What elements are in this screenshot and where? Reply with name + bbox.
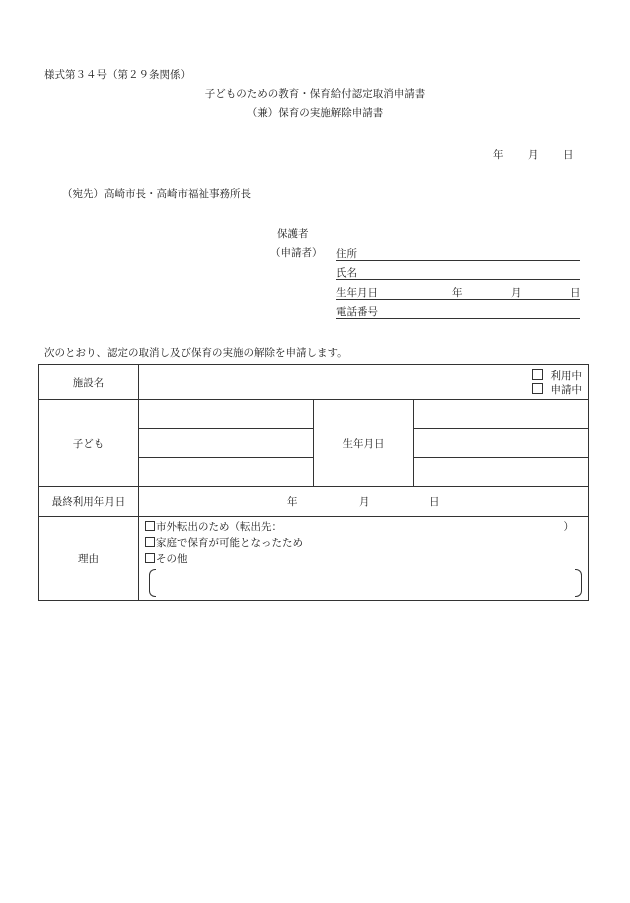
status-in-use-label: 利用中 — [550, 370, 583, 382]
child-name-cell-1[interactable] — [139, 400, 314, 429]
birthdate-month-label: 月 — [511, 287, 522, 299]
date-month-label: 月 — [528, 149, 539, 161]
birthdate-year-label: 年 — [452, 287, 463, 299]
phone-line[interactable] — [336, 318, 580, 319]
reason-label-cell — [39, 517, 139, 601]
child-birthdate-cell-3[interactable] — [414, 458, 589, 487]
reason-moving-out-label: 市外転出のため（転出先： — [156, 521, 282, 533]
name-label: 氏名 — [336, 267, 357, 279]
form-title: 子どものための教育・保育給付認定取消申請書 — [204, 88, 426, 100]
in-use-checkbox[interactable] — [532, 369, 543, 380]
address-line[interactable] — [336, 260, 580, 261]
other-reason-input[interactable] — [149, 569, 582, 595]
child-birthdate-cell-1[interactable] — [414, 400, 589, 429]
reason-label: 理由 — [78, 553, 99, 565]
date-day-label: 日 — [563, 149, 574, 161]
child-label-cell — [39, 400, 139, 487]
application-table — [38, 364, 589, 601]
home-care-checkbox[interactable] — [145, 537, 155, 547]
reason-cell — [139, 517, 589, 601]
child-name-cell-3[interactable] — [139, 458, 314, 487]
birthdate-line[interactable] — [336, 299, 580, 300]
reason-option-home-care[interactable] — [139, 535, 588, 551]
form-number: 様式第３４号（第２９条関係） — [44, 69, 191, 81]
last-use-label: 最終利用年月日 — [51, 496, 126, 508]
applying-checkbox[interactable] — [532, 383, 543, 394]
reason-other-label: その他 — [156, 553, 188, 565]
last-use-year-label: 年 — [287, 496, 298, 508]
status-applying-label: 申請中 — [550, 384, 583, 396]
phone-label: 電話番号 — [336, 306, 378, 318]
facility-name-cell[interactable] — [139, 365, 589, 400]
child-birthdate-cell-2[interactable] — [414, 429, 589, 458]
reason-option-moving-out[interactable] — [139, 519, 588, 535]
birthdate-label: 生年月日 — [336, 287, 378, 299]
child-label: 子ども — [72, 437, 105, 450]
left-bracket — [149, 569, 156, 597]
child-birthdate-label: 生年月日 — [342, 437, 385, 450]
guardian-label: 保護者 — [277, 228, 309, 240]
other-checkbox[interactable] — [145, 553, 155, 563]
form-subtitle: （兼）保育の実施解除申請書 — [246, 107, 384, 119]
last-use-date-cell[interactable] — [139, 487, 589, 517]
name-line[interactable] — [336, 279, 580, 280]
moving-out-checkbox[interactable] — [145, 521, 155, 531]
applicant-label: （申請者） — [270, 247, 323, 259]
facility-label: 施設名 — [72, 376, 105, 389]
child-name-cell-2[interactable] — [139, 429, 314, 458]
last-use-label-cell — [39, 487, 139, 517]
addressee: （宛先）高崎市長・高崎市福祉事務所長 — [62, 188, 251, 200]
last-use-day-label: 日 — [429, 496, 440, 508]
date-year-label: 年 — [493, 149, 504, 161]
birthdate-day-label: 日 — [570, 287, 581, 299]
right-bracket — [575, 569, 582, 597]
reason-moving-out-close-paren: ） — [563, 521, 575, 533]
status-in-use-option[interactable] — [532, 369, 583, 383]
reason-option-other[interactable] — [139, 551, 588, 567]
child-birthdate-label-cell — [314, 400, 414, 487]
status-applying-option[interactable] — [532, 383, 583, 397]
last-use-month-label: 月 — [359, 496, 370, 508]
statement: 次のとおり、認定の取消し及び保育の実施の解除を申請します。 — [44, 347, 348, 359]
reason-home-care-label: 家庭で保育が可能となったため — [156, 537, 303, 549]
facility-label-cell — [39, 365, 139, 400]
address-label: 住所 — [336, 248, 357, 260]
